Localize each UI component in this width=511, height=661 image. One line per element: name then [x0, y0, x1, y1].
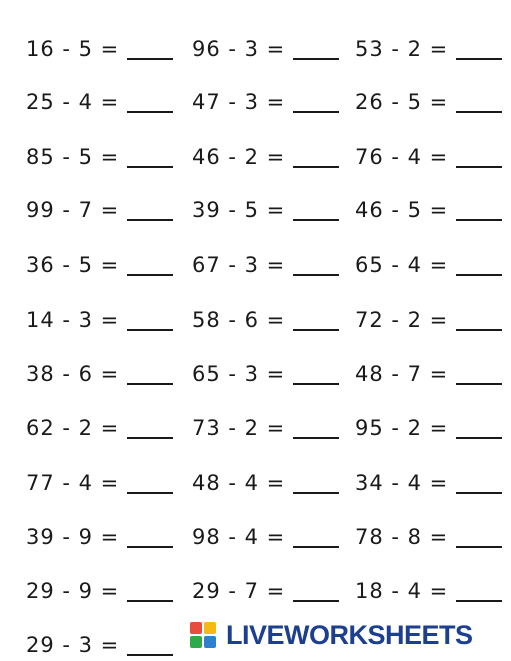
subtraction-problem: [355, 510, 502, 550]
answer-blank[interactable]: [127, 654, 173, 656]
problem-expression: 16 - 5 =: [26, 37, 120, 61]
problem-expression: 36 - 5 =: [26, 253, 120, 277]
subtraction-problem: [355, 293, 502, 333]
problem-expression: 76 - 4 =: [355, 145, 449, 169]
problem-row: [0, 510, 511, 550]
problem-expression: 46 - 5 =: [355, 198, 449, 222]
answer-blank[interactable]: [293, 58, 339, 60]
subtraction-problem: [26, 564, 173, 604]
answer-blank[interactable]: [293, 492, 339, 494]
logo-square-blue: [204, 636, 216, 648]
problem-expression: 62 - 2 =: [26, 416, 120, 440]
problem-row: [0, 130, 511, 170]
answer-blank[interactable]: [456, 166, 502, 168]
problem-expression: 47 - 3 =: [192, 90, 286, 114]
answer-blank[interactable]: [127, 492, 173, 494]
subtraction-problem: [355, 130, 502, 170]
subtraction-problem: [192, 75, 339, 115]
problem-expression: 85 - 5 =: [26, 145, 120, 169]
answer-blank[interactable]: [127, 383, 173, 385]
problem-expression: 73 - 2 =: [192, 416, 286, 440]
answer-blank[interactable]: [127, 58, 173, 60]
subtraction-problem: [192, 456, 339, 496]
problem-row: [0, 401, 511, 441]
problem-expression: 34 - 4 =: [355, 471, 449, 495]
subtraction-problem: [355, 564, 502, 604]
problem-expression: 53 - 2 =: [355, 37, 449, 61]
subtraction-problem: [355, 238, 502, 278]
subtraction-problem: [26, 456, 173, 496]
problem-expression: 46 - 2 =: [192, 145, 286, 169]
answer-blank[interactable]: [127, 166, 173, 168]
answer-blank[interactable]: [456, 274, 502, 276]
answer-blank[interactable]: [456, 329, 502, 331]
subtraction-problem: [192, 401, 339, 441]
subtraction-problem: [355, 75, 502, 115]
answer-blank[interactable]: [127, 600, 173, 602]
problem-expression: 39 - 9 =: [26, 525, 120, 549]
answer-blank[interactable]: [456, 58, 502, 60]
problem-row: [0, 22, 511, 62]
answer-blank[interactable]: [456, 492, 502, 494]
problem-row: [0, 347, 511, 387]
logo-square-red: [190, 622, 202, 634]
subtraction-problem: [192, 293, 339, 333]
subtraction-problem: [192, 22, 339, 62]
problem-expression: 98 - 4 =: [192, 525, 286, 549]
subtraction-problem: [26, 293, 173, 333]
subtraction-problem: [26, 22, 173, 62]
problem-expression: 26 - 5 =: [355, 90, 449, 114]
problem-expression: 48 - 4 =: [192, 471, 286, 495]
watermark-text: LIVEWORKSHEETS: [226, 620, 473, 650]
problem-row: [0, 75, 511, 115]
answer-blank[interactable]: [456, 600, 502, 602]
subtraction-problem: [355, 401, 502, 441]
subtraction-problem: [26, 75, 173, 115]
problem-expression: 72 - 2 =: [355, 308, 449, 332]
problem-expression: 96 - 3 =: [192, 37, 286, 61]
answer-blank[interactable]: [293, 329, 339, 331]
answer-blank[interactable]: [127, 274, 173, 276]
problem-expression: 14 - 3 =: [26, 308, 120, 332]
subtraction-problem: [26, 347, 173, 387]
subtraction-problem: [26, 238, 173, 278]
subtraction-problem: [192, 130, 339, 170]
answer-blank[interactable]: [293, 546, 339, 548]
subtraction-problem: [355, 456, 502, 496]
answer-blank[interactable]: [293, 600, 339, 602]
problem-row: [0, 293, 511, 333]
problem-row: [0, 238, 511, 278]
problem-expression: 78 - 8 =: [355, 525, 449, 549]
subtraction-problem: [192, 183, 339, 223]
problem-expression: 58 - 6 =: [192, 308, 286, 332]
subtraction-problem: [26, 618, 173, 658]
problem-expression: 99 - 7 =: [26, 198, 120, 222]
answer-blank[interactable]: [456, 111, 502, 113]
subtraction-problem: [26, 183, 173, 223]
logo-square-green: [190, 636, 202, 648]
answer-blank[interactable]: [127, 329, 173, 331]
answer-blank[interactable]: [293, 166, 339, 168]
problem-row: [0, 183, 511, 223]
problem-expression: 39 - 5 =: [192, 198, 286, 222]
problem-expression: 95 - 2 =: [355, 416, 449, 440]
subtraction-problem: [355, 347, 502, 387]
subtraction-problem: [26, 401, 173, 441]
answer-blank[interactable]: [293, 437, 339, 439]
answer-blank[interactable]: [127, 546, 173, 548]
problem-expression: 65 - 4 =: [355, 253, 449, 277]
answer-blank[interactable]: [293, 111, 339, 113]
answer-blank[interactable]: [293, 219, 339, 221]
subtraction-problem: [26, 130, 173, 170]
subtraction-problem: [192, 564, 339, 604]
problem-row: [0, 456, 511, 496]
answer-blank[interactable]: [127, 219, 173, 221]
problem-expression: 29 - 9 =: [26, 579, 120, 603]
answer-blank[interactable]: [127, 111, 173, 113]
problem-expression: 18 - 4 =: [355, 579, 449, 603]
answer-blank[interactable]: [456, 383, 502, 385]
problem-expression: 67 - 3 =: [192, 253, 286, 277]
answer-blank[interactable]: [456, 437, 502, 439]
problem-expression: 77 - 4 =: [26, 471, 120, 495]
problem-row: [0, 564, 511, 604]
subtraction-problem: [192, 238, 339, 278]
answer-blank[interactable]: [293, 274, 339, 276]
problem-expression: 65 - 3 =: [192, 362, 286, 386]
problem-expression: 29 - 3 =: [26, 633, 120, 657]
problem-expression: 38 - 6 =: [26, 362, 120, 386]
problem-expression: 48 - 7 =: [355, 362, 449, 386]
answer-blank[interactable]: [456, 219, 502, 221]
liveworksheets-logo-icon: [190, 622, 222, 650]
subtraction-problem: [192, 510, 339, 550]
answer-blank[interactable]: [127, 437, 173, 439]
subtraction-problem: [192, 347, 339, 387]
problem-expression: 29 - 7 =: [192, 579, 286, 603]
subtraction-problem: [355, 22, 502, 62]
answer-blank[interactable]: [293, 383, 339, 385]
answer-blank[interactable]: [456, 546, 502, 548]
liveworksheets-watermark: [190, 620, 473, 651]
subtraction-problem: [26, 510, 173, 550]
logo-square-yellow: [204, 622, 216, 634]
subtraction-problem: [355, 183, 502, 223]
problem-expression: 25 - 4 =: [26, 90, 120, 114]
